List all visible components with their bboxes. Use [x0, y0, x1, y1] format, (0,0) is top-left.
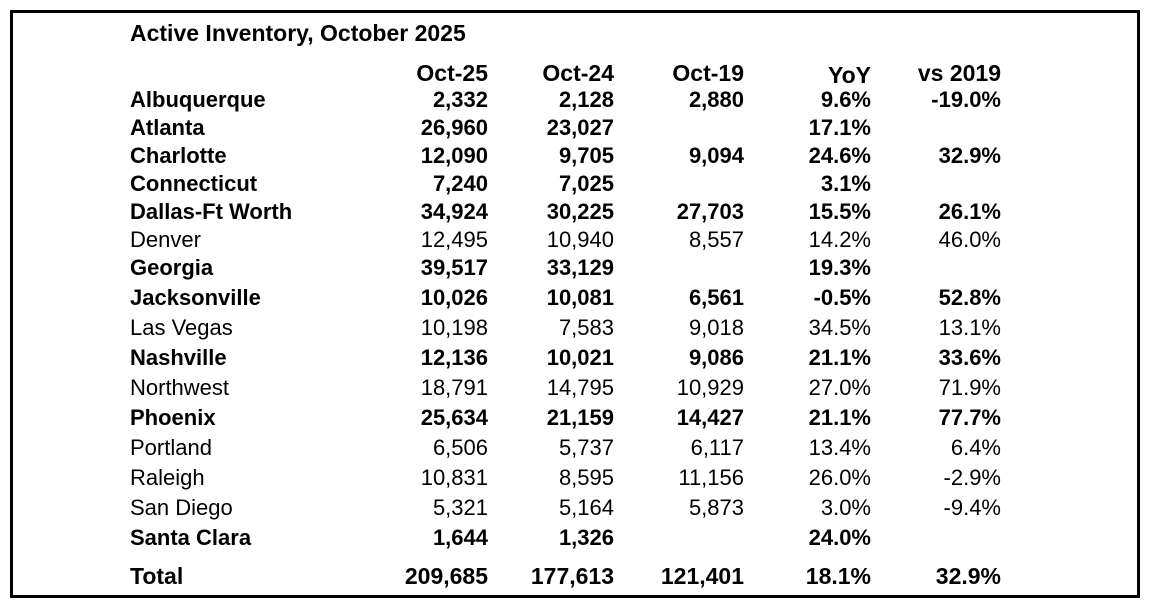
cell-oct25: 10,198	[420, 315, 488, 340]
cell-oct25: 10,026	[420, 285, 488, 310]
cell-vs2019: 13.1%	[938, 315, 1001, 340]
cell-oct24: 21,159	[546, 405, 614, 430]
cell-oct19: 8,557	[688, 227, 744, 252]
cell-oct25: 2,332	[432, 87, 488, 112]
table-row	[0, 434, 1154, 462]
cell-yoy: 3.1%	[820, 171, 871, 196]
header-vs2019: vs 2019	[917, 60, 1001, 86]
cell-vs2019: 33.6%	[938, 345, 1001, 370]
cell-oct24: 10,081	[546, 285, 614, 310]
row-label: Albuquerque	[130, 87, 266, 112]
cell-oct25: 34,924	[420, 199, 488, 224]
cell-oct25: 6,506	[432, 435, 488, 460]
cell-oct19: 6,117	[690, 435, 744, 460]
cell-oct24: 2,128	[558, 87, 614, 112]
total-oct25: 209,685	[404, 563, 488, 589]
table-row	[0, 284, 1154, 312]
row-label: Charlotte	[130, 143, 227, 168]
table-row	[0, 226, 1154, 254]
cell-yoy: -0.5%	[813, 285, 871, 310]
row-label: Santa Clara	[130, 525, 252, 550]
table-row	[0, 198, 1154, 226]
row-label: Georgia	[130, 255, 214, 280]
header-oct24: Oct-24	[542, 60, 614, 86]
cell-oct24: 7,583	[558, 315, 614, 340]
total-oct19: 121,401	[660, 563, 744, 589]
table-row	[0, 464, 1154, 492]
table-row	[0, 314, 1154, 342]
cell-oct25: 5,321	[432, 495, 488, 520]
cell-oct24: 14,795	[546, 375, 614, 400]
cell-oct24: 9,705	[558, 143, 614, 168]
cell-oct24: 5,164	[558, 495, 614, 520]
total-label: Total	[130, 563, 184, 589]
cell-oct19: 27,703	[676, 199, 744, 224]
row-label: Atlanta	[130, 115, 205, 140]
table-row	[0, 170, 1154, 198]
cell-oct19: 2,880	[688, 87, 744, 112]
cell-oct25: 10,831	[420, 465, 488, 490]
row-label: Dallas-Ft Worth	[130, 199, 293, 224]
cell-oct25: 1,644	[432, 525, 488, 550]
cell-oct19: 9,094	[688, 143, 744, 168]
table-row	[0, 344, 1154, 372]
row-label: Portland	[130, 435, 212, 460]
row-label: Las Vegas	[130, 315, 233, 340]
cell-oct25: 12,495	[420, 227, 488, 252]
cell-vs2019: -2.9%	[943, 465, 1001, 490]
table-row	[0, 114, 1154, 142]
total-oct24: 177,613	[530, 563, 614, 589]
cell-yoy: 21.1%	[808, 345, 871, 370]
cell-oct25: 12,090	[420, 143, 488, 168]
total-yoy: 18.1%	[805, 563, 871, 589]
cell-oct24: 5,737	[558, 435, 614, 460]
table-row	[0, 254, 1154, 282]
cell-oct19: 11,156	[678, 465, 744, 490]
cell-yoy: 27.0%	[808, 375, 871, 400]
row-label: Connecticut	[130, 171, 258, 196]
row-label: Raleigh	[130, 465, 205, 490]
cell-oct19: 14,427	[676, 405, 744, 430]
cell-yoy: 14.2%	[808, 227, 871, 252]
cell-yoy: 19.3%	[808, 255, 871, 280]
cell-vs2019: 77.7%	[938, 405, 1001, 430]
cell-yoy: 17.1%	[808, 115, 871, 140]
cell-yoy: 9.6%	[820, 87, 871, 112]
table-title: Active Inventory, October 2025	[130, 20, 466, 46]
row-label: San Diego	[130, 495, 233, 520]
cell-yoy: 15.5%	[808, 199, 871, 224]
cell-vs2019: 52.8%	[938, 285, 1001, 310]
cell-oct25: 39,517	[420, 255, 488, 280]
cell-oct25: 26,960	[420, 115, 488, 140]
header-oct19: Oct-19	[672, 60, 744, 86]
cell-oct25: 25,634	[420, 405, 488, 430]
header-yoy: YoY	[827, 62, 871, 88]
cell-yoy: 24.0%	[808, 525, 871, 550]
cell-oct19: 9,086	[688, 345, 744, 370]
cell-yoy: 3.0%	[820, 495, 871, 520]
cell-vs2019: -19.0%	[931, 87, 1001, 112]
cell-vs2019: 71.9%	[938, 375, 1001, 400]
cell-oct25: 7,240	[432, 171, 488, 196]
table-row	[0, 524, 1154, 552]
cell-vs2019: 6.4%	[950, 435, 1001, 460]
table-row	[0, 404, 1154, 432]
total-vs2019: 32.9%	[935, 563, 1001, 589]
cell-oct25: 18,791	[420, 375, 488, 400]
cell-oct24: 7,025	[558, 171, 614, 196]
table-row	[0, 494, 1154, 522]
cell-oct24: 10,940	[546, 227, 614, 252]
table-row	[0, 374, 1154, 402]
cell-vs2019: 32.9%	[938, 143, 1001, 168]
cell-oct24: 23,027	[546, 115, 614, 140]
cell-yoy: 34.5%	[808, 315, 871, 340]
cell-vs2019: 46.0%	[938, 227, 1001, 252]
cell-oct19: 10,929	[676, 375, 744, 400]
cell-vs2019: 26.1%	[938, 199, 1001, 224]
row-label: Nashville	[130, 345, 227, 370]
cell-yoy: 21.1%	[808, 405, 871, 430]
row-label: Denver	[130, 227, 201, 252]
table-row	[0, 86, 1154, 114]
cell-oct19: 6,561	[688, 285, 744, 310]
row-label: Phoenix	[130, 405, 216, 430]
cell-oct24: 33,129	[546, 255, 614, 280]
header-oct25: Oct-25	[416, 60, 488, 86]
cell-yoy: 26.0%	[808, 465, 871, 490]
cell-oct24: 10,021	[546, 345, 614, 370]
row-label: Jacksonville	[130, 285, 261, 310]
cell-yoy: 24.6%	[808, 143, 871, 168]
cell-oct24: 30,225	[546, 199, 614, 224]
cell-oct24: 8,595	[558, 465, 614, 490]
cell-oct24: 1,326	[558, 525, 614, 550]
row-label: Northwest	[130, 375, 230, 400]
cell-oct19: 5,873	[688, 495, 744, 520]
total-row	[0, 562, 1154, 590]
table-row	[0, 142, 1154, 170]
cell-oct25: 12,136	[420, 345, 488, 370]
cell-vs2019: -9.4%	[943, 495, 1001, 520]
cell-oct19: 9,018	[688, 315, 744, 340]
cell-yoy: 13.4%	[808, 435, 871, 460]
